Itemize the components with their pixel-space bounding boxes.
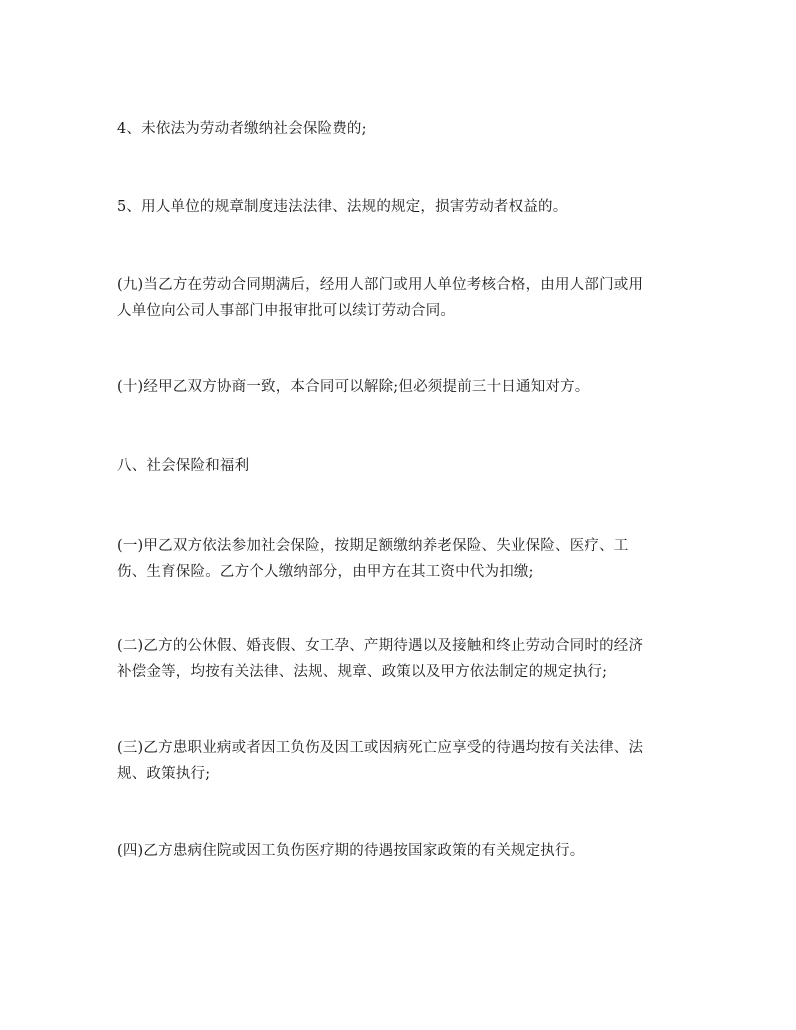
paragraph-item-5 xyxy=(117,194,692,220)
paragraph-clause-8-3 xyxy=(117,735,692,787)
text-line: 伤、生育保险。乙方个人缴纳部分，由甲方在其工资中代为扣缴; xyxy=(117,564,534,580)
text-line: 5、用人单位的规章制度违法法律、法规的规定，损害劳动者权益的。 xyxy=(117,199,568,215)
text-line: (十)经甲乙双方协商一致，本合同可以解除;但必须提前三十日通知对方。 xyxy=(117,379,590,395)
paragraph-clause-9 xyxy=(117,272,692,324)
text-line: (二)乙方的公休假、婚丧假、女工孕、产期待遇以及接触和终止劳动合同时的经济 xyxy=(117,638,644,654)
section-heading-social-insurance xyxy=(117,453,692,479)
heading-line: 八、社会保险和福利 xyxy=(117,458,250,474)
text-line: 补偿金等，均按有关法律、法规、规章、政策以及甲方依法制定的规定执行; xyxy=(117,664,608,680)
paragraph-clause-8-1 xyxy=(117,533,692,585)
paragraph-clause-8-4 xyxy=(117,838,692,864)
text-line: (三)乙方患职业病或者因工负伤及因工或因病死亡应享受的待遇均按有关法律、法 xyxy=(117,740,644,756)
paragraph-clause-10 xyxy=(117,374,692,400)
paragraph-clause-8-2 xyxy=(117,633,692,685)
paragraph-item-4 xyxy=(117,116,692,142)
text-line: 人单位向公司人事部门申报审批可以续订劳动合同。 xyxy=(117,303,456,319)
text-line: (一)甲乙双方依法参加社会保险，按期足额缴纳养老保险、失业保险、医疗、工 xyxy=(117,538,629,554)
text-line: 规、政策执行; xyxy=(117,766,211,782)
text-line: 4、未依法为劳动者缴纳社会保险费的; xyxy=(117,121,367,137)
text-line: (九)当乙方在劳动合同期满后，经用人部门或用人单位考核合格，由用人部门或用 xyxy=(117,277,644,293)
text-line: (四)乙方患病住院或因工负伤医疗期的待遇按国家政策的有关规定执行。 xyxy=(117,843,585,859)
